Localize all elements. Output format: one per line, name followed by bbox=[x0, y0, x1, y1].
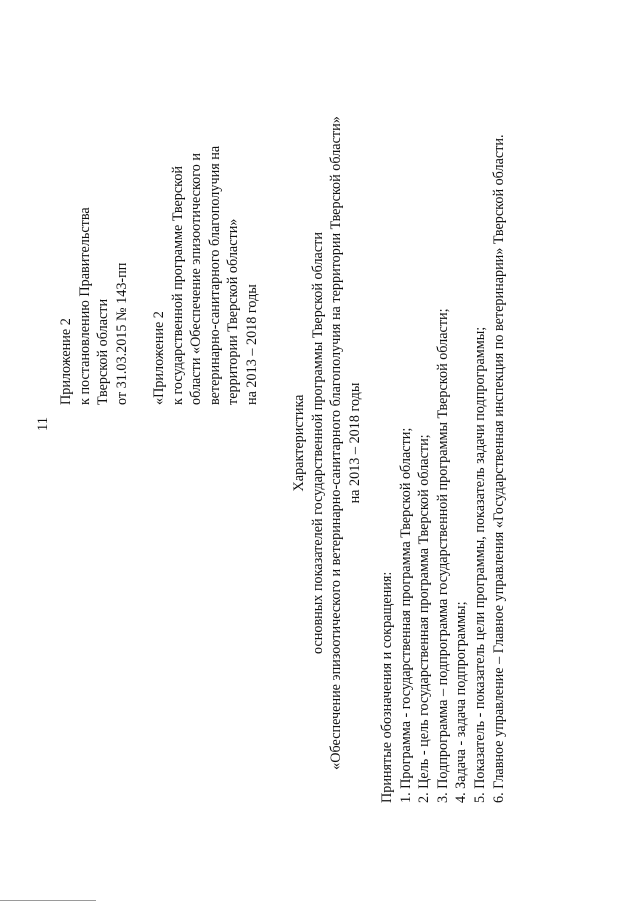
appendix-quoted-line: к государственной программе Тверской bbox=[169, 165, 186, 405]
appendix-line: от 31.03.2015 № 143-пп bbox=[113, 262, 130, 405]
appendix-quoted-line: территории Тверской области» bbox=[225, 218, 242, 405]
title-line: Характеристика bbox=[291, 394, 307, 492]
appendix-quoted-line: на 2013 – 2018 годы bbox=[243, 284, 260, 405]
abbreviations-heading: Принятые обозначения и сокращения: bbox=[379, 571, 395, 803]
appendix-line: Приложение 2 bbox=[58, 318, 74, 405]
appendix-line: Тверской области bbox=[95, 298, 112, 405]
title-line: «Обеспечение эпизоотического и ветеринарно-санитарного благополучия на территории Тверской области» bbox=[328, 116, 345, 770]
abbreviations-list bbox=[378, 134, 508, 803]
appendix-line: к постановлению Правительства bbox=[76, 207, 93, 405]
appendix-quoted-line: «Приложение 2 bbox=[150, 311, 167, 405]
abbreviation-item: 1. Программа - государственная программа Тверской области; bbox=[397, 427, 414, 803]
scan-edge-line bbox=[0, 900, 96, 901]
abbreviation-item: 4. Задача - задача подпрограммы; bbox=[453, 601, 470, 803]
abbreviation-item: 5. Показатель - показатель цели программы, показатель задачи подпрограммы; bbox=[471, 326, 488, 803]
title-line: на 2013 – 2018 годы bbox=[346, 382, 363, 504]
abbreviation-item: 2. Цель - цель государственная программа Тверской области; bbox=[416, 434, 433, 803]
page-number: 11 bbox=[35, 417, 51, 431]
document-title bbox=[290, 33, 364, 853]
spacer bbox=[131, 146, 150, 405]
appendix-header bbox=[57, 146, 262, 405]
abbreviation-item: 3. Подпрограмма – подпрограмма государственной программы Тверской области; bbox=[434, 308, 451, 803]
appendix-quoted-line: ветеринарно-санитарного благополучия на bbox=[206, 145, 223, 405]
title-line: основных показателей государственной программы Тверской области bbox=[309, 232, 326, 654]
appendix-quoted-line: области «Обеспечение эпизоотического и bbox=[188, 153, 205, 405]
abbreviation-item: 6. Главное управление – Главное управления «Государственная инспекция по ветеринарии» Тверской области. bbox=[490, 134, 507, 803]
